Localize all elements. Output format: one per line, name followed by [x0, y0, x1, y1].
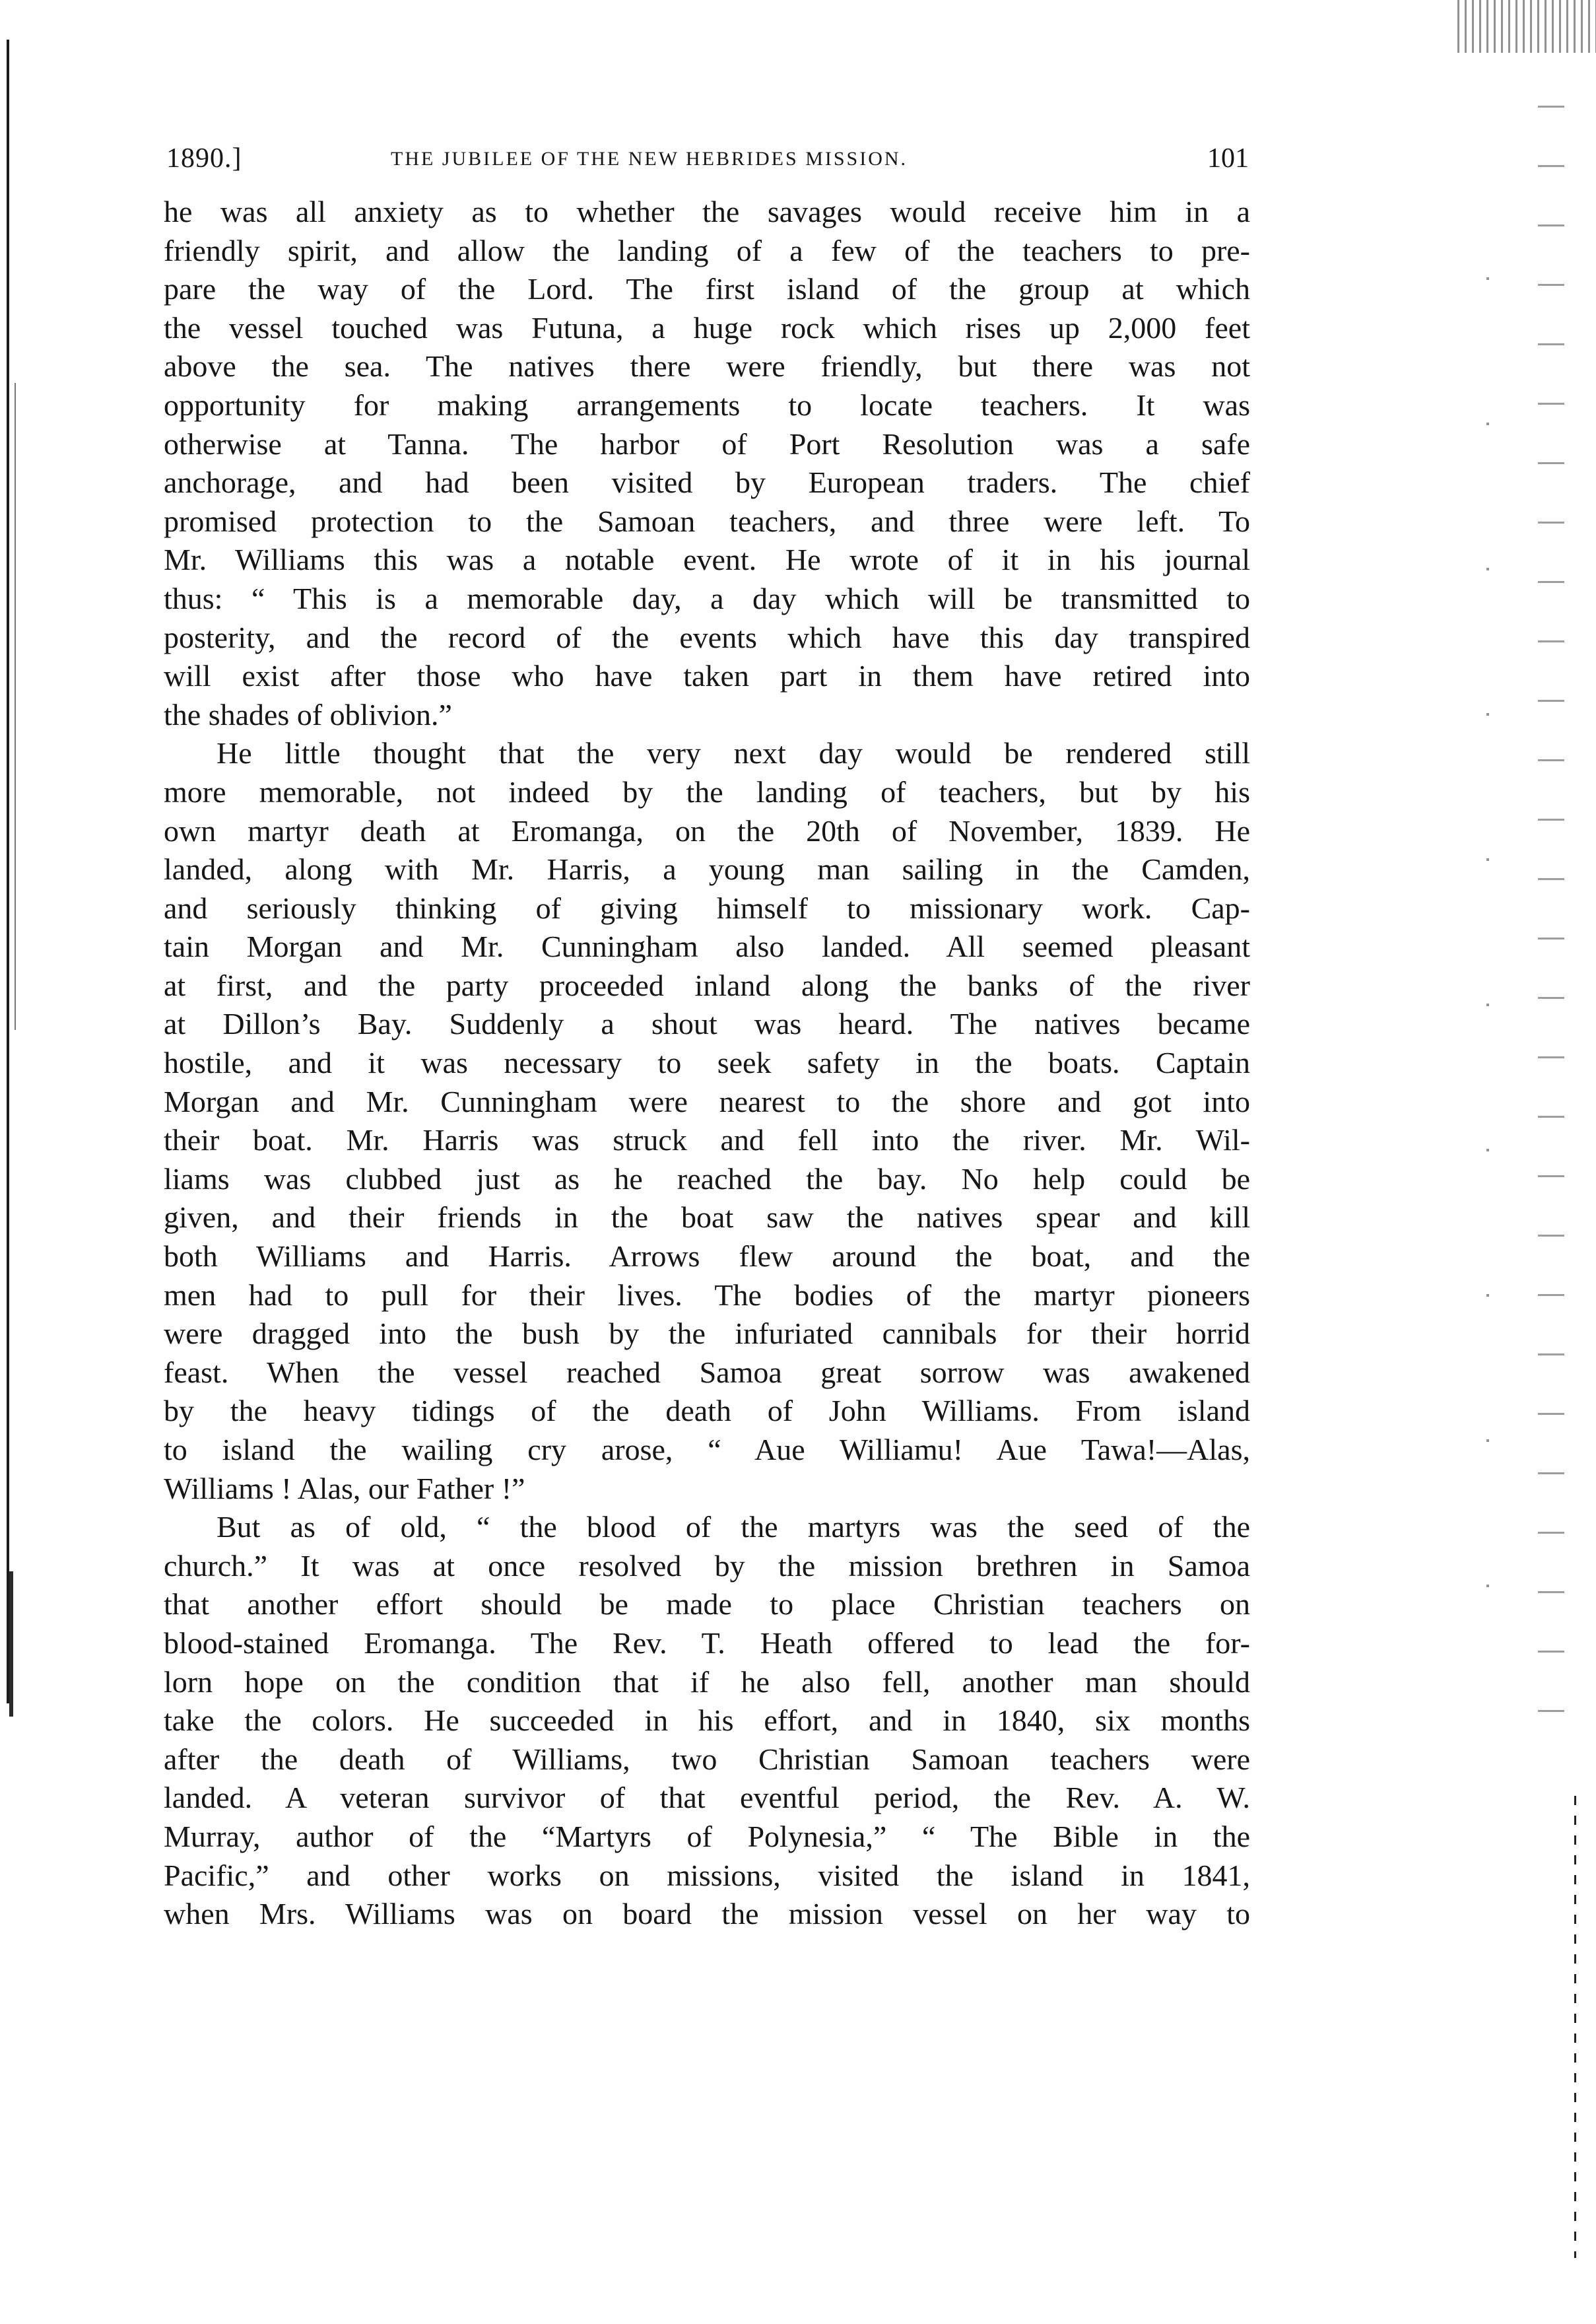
text-line: otherwise at Tanna. The harbor of Port Resolution was a safe	[164, 427, 1250, 461]
page-number: 101	[1207, 143, 1249, 174]
scan-left-edge-shadow	[15, 383, 16, 1030]
text-line: Murray, author of the “Martyrs of Polynesia,” “ The Bible in the	[164, 1819, 1250, 1853]
text-line: at first, and the party proceeded inland along the banks of the river	[164, 968, 1250, 1002]
text-line: church.” It was at once resolved by the mission brethren in Samoa	[164, 1548, 1250, 1583]
text-line: to island the wailing cry arose, “ Aue Williamu! Aue Tawa!—Alas,	[164, 1433, 1250, 1466]
text-line: take the colors. He succeeded in his effort, and in 1840, six months	[164, 1703, 1250, 1738]
scan-corner-smudge	[1457, 0, 1596, 53]
text-line: their boat. Mr. Harris was struck and fell into the river. Mr. Wil-	[164, 1123, 1250, 1157]
text-line: pare the way of the Lord. The first island of the group at which	[164, 272, 1250, 306]
text-line: friendly spirit, and allow the landing of a few of the teachers to pre-	[164, 233, 1250, 267]
text-line: Morgan and Mr. Cunningham were nearest to the shore and got into	[164, 1084, 1250, 1118]
text-line: the vessel touched was Futuna, a huge rock which rises up 2,000 feet	[164, 310, 1250, 345]
scan-left-edge	[7, 40, 9, 1703]
text-line: liams was clubbed just as he reached the bay. No help could be	[164, 1161, 1250, 1196]
text-line: promised protection to the Samoan teachers, and three were left. To	[164, 504, 1250, 538]
text-line: lorn hope on the condition that if he also fell, another man should	[164, 1664, 1250, 1699]
scan-right-edge-specks	[1538, 106, 1564, 1756]
text-line: thus: “ This is a memorable day, a day which will be transmitted to	[164, 581, 1250, 615]
text-line: at Dillon’s Bay. Suddenly a shout was heard. The natives became	[164, 1007, 1250, 1041]
text-line: opportunity for making arrangements to locate teachers. It was	[164, 388, 1250, 422]
text-line: posterity, and the record of the events which have this day transpired	[164, 620, 1250, 654]
header-year: 1890.]	[166, 143, 242, 174]
text-line: after the death of Williams, two Christian Samoan teachers were	[164, 1742, 1250, 1776]
text-line: Mr. Williams this was a notable event. He wrote of it in his journal	[164, 543, 1250, 577]
text-line: were dragged into the bush by the infuriated cannibals for their horrid	[164, 1316, 1250, 1351]
text-line: landed, along with Mr. Harris, a young man sailing in the Camden,	[164, 852, 1250, 887]
text-line: above the sea. The natives there were friendly, but there was not	[164, 349, 1250, 384]
text-line: he was all anxiety as to whether the savages would receive him in a	[164, 195, 1250, 228]
text-line: by the heavy tidings of the death of John Williams. From island	[164, 1394, 1250, 1428]
text-line: men had to pull for their lives. The bodies of the martyr pioneers	[164, 1278, 1250, 1312]
text-line: anchorage, and had been visited by European traders. The chief	[164, 465, 1250, 500]
text-line: hostile, and it was necessary to seek safety in the boats. Captain	[164, 1046, 1250, 1080]
text-line: and seriously thinking of giving himself to missionary work. Cap-	[164, 891, 1250, 925]
text-line: own martyr death at Eromanga, on the 20th of November, 1839. He	[164, 813, 1250, 848]
text-line: will exist after those who have taken part in them have retired into	[164, 659, 1250, 693]
paragraph-end-line: the shades of oblivion.”	[164, 697, 452, 732]
body-text	[164, 193, 1250, 1934]
paragraph-start-line: But as of old, “ the blood of the martyrs was the seed of the	[216, 1510, 1250, 1544]
scan-left-edge-mark	[9, 1571, 13, 1717]
text-line: both Williams and Harris. Arrows flew around the boat, and the	[164, 1239, 1250, 1274]
text-line: more memorable, not indeed by the landing of teachers, but by his	[164, 774, 1250, 809]
text-line: when Mrs. Williams was on board the mission vessel on her way to	[164, 1897, 1250, 1931]
running-head	[166, 143, 1249, 180]
text-line: blood-stained Eromanga. The Rev. T. Heath offered to lead the for-	[164, 1625, 1250, 1660]
text-line: given, and their friends in the boat saw the natives spear and kill	[164, 1200, 1250, 1235]
text-line: that another effort should be made to place Christian teachers on	[164, 1587, 1250, 1622]
text-line: Pacific,” and other works on missions, visited the island in 1841,	[164, 1858, 1250, 1892]
paragraph-start-line: He little thought that the very next day would be rendered still	[216, 736, 1250, 770]
header-title: THE JUBILEE OF THE NEW HEBRIDES MISSION.	[391, 148, 908, 170]
text-line: landed. A veteran survivor of that eventful period, the Rev. A. W.	[164, 1781, 1250, 1815]
scan-right-edge-specks-inner	[1486, 277, 1489, 1730]
text-line: feast. When the vessel reached Samoa great sorrow was awakened	[164, 1355, 1250, 1389]
scan-right-edge-line	[1574, 1796, 1576, 2258]
text-line: tain Morgan and Mr. Cunningham also landed. All seemed pleasant	[164, 930, 1250, 964]
paragraph-end-line: Williams ! Alas, our Father !”	[164, 1471, 525, 1505]
